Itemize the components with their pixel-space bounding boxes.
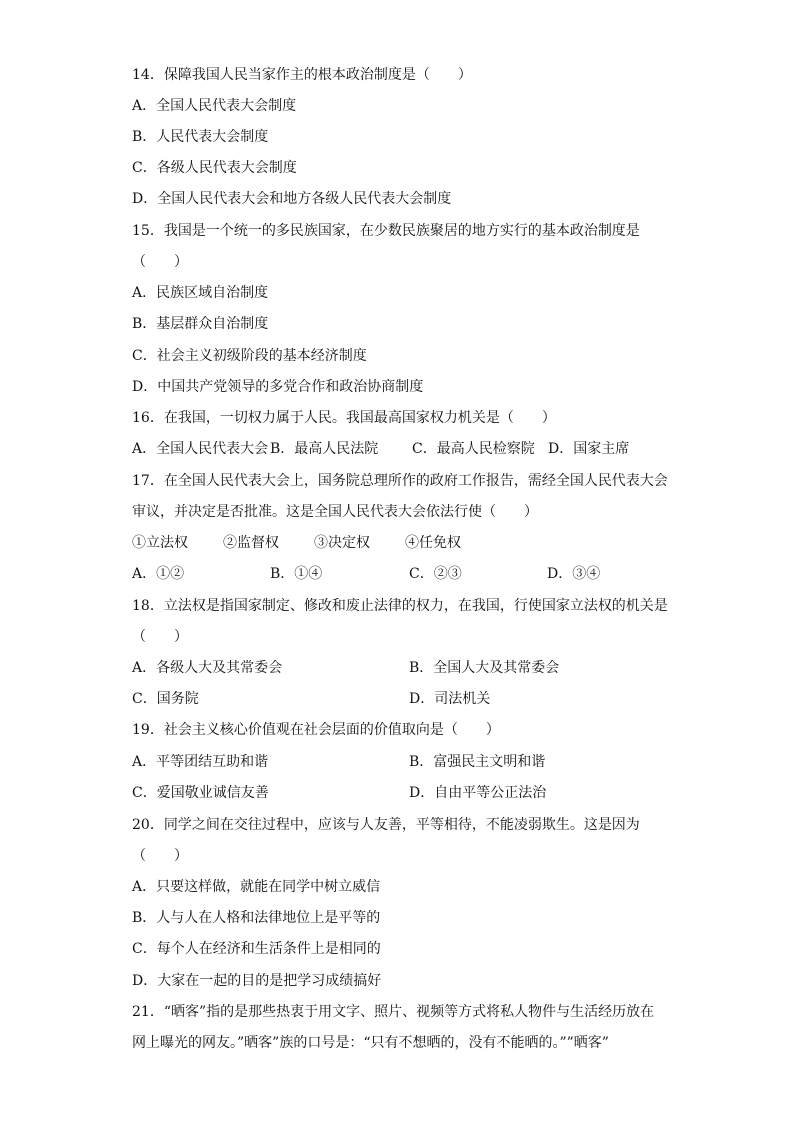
question-14-option-c: C．各级人民代表大会制度 xyxy=(132,160,297,176)
question-17-item-4: ④任免权 xyxy=(405,535,461,551)
question-19-option-c: C．爱国敬业诚信友善 xyxy=(132,785,269,801)
question-17-stem-cont: 审议，并决定是否批准。这是全国人民代表大会依法行使（ ） xyxy=(132,504,538,520)
question-17-option-a: A．①② xyxy=(132,566,185,582)
question-21-stem-cont: 网上曝光的网友。”晒客”族的口号是：“只有不想晒的，没有不能晒的。””晒客” xyxy=(132,1035,609,1051)
question-15-option-d: D．中国共产党领导的多党合作和政治协商制度 xyxy=(132,379,424,395)
question-17-stem: 17．在全国人民代表大会上，国务院总理所作的政府工作报告，需经全国人民代表大会 xyxy=(132,473,668,489)
question-17-option-c: C．②③ xyxy=(409,566,462,582)
question-14-option-d: D．全国人民代表大会和地方各级人民代表大会制度 xyxy=(132,191,452,207)
question-17-option-d: D．③④ xyxy=(547,566,601,582)
question-15-option-c: C．社会主义初级阶段的基本经济制度 xyxy=(132,348,367,364)
question-15-stem-cont: （ ） xyxy=(132,254,188,270)
question-14-option-b: B．人民代表大会制度 xyxy=(132,129,269,145)
question-20-option-d: D．大家在一起的目的是把学习成绩搞好 xyxy=(132,973,382,989)
question-19-option-d: D．自由平等公正法治 xyxy=(409,785,547,801)
question-18-stem: 18．立法权是指国家制定、修改和废止法律的权力，在我国，行使国家立法权的机关是 xyxy=(132,598,668,614)
question-17-option-b: B．①④ xyxy=(270,566,323,582)
question-16-option-c: C．最高人民检察院 xyxy=(412,441,535,457)
question-21-stem: 21．“晒客”指的是那些热衷于用文字、照片、视频等方式将私人物件与生活经历放在 xyxy=(132,1004,655,1020)
question-17-item-2: ②监督权 xyxy=(223,535,279,551)
question-20-stem: 20．同学之间在交往过程中，应该与人友善，平等相待，不能凌弱欺生。这是因为 xyxy=(132,817,640,833)
question-17-item-1: ①立法权 xyxy=(132,535,188,551)
question-19-option-a: A．平等团结互助和谐 xyxy=(132,754,269,770)
question-20-stem-cont: （ ） xyxy=(132,848,188,864)
question-18-option-a: A．各级人大及其常委会 xyxy=(132,660,283,676)
question-17-item-3: ③决定权 xyxy=(314,535,370,551)
question-14-option-a: A．全国人民代表大会制度 xyxy=(132,98,297,114)
question-20-option-c: C．每个人在经济和生活条件上是相同的 xyxy=(132,941,381,957)
question-19-stem: 19．社会主义核心价值观在社会层面的价值取向是（ ） xyxy=(132,722,500,738)
question-16-option-b: B．最高人民法院 xyxy=(270,441,379,457)
question-20-option-a: A．只要这样做，就能在同学中树立威信 xyxy=(132,879,381,895)
question-20-option-b: B．人与人在人格和法律地位上是平等的 xyxy=(132,910,381,926)
question-19-option-b: B．富强民主文明和谐 xyxy=(409,754,546,770)
question-16-option-a: A．全国人民代表大会 xyxy=(132,441,269,457)
question-16-stem: 16．在我国，一切权力属于人民。我国最高国家权力机关是（ ） xyxy=(132,410,556,426)
question-15-stem: 15．我国是一个统一的多民族国家，在少数民族聚居的地方实行的基本政治制度是 xyxy=(132,223,640,239)
question-18-stem-cont: （ ） xyxy=(132,629,188,645)
question-18-option-c: C．国务院 xyxy=(132,691,199,707)
question-18-option-b: B．全国人大及其常委会 xyxy=(409,660,560,676)
question-18-option-d: D．司法机关 xyxy=(409,691,491,707)
question-15-option-b: B．基层群众自治制度 xyxy=(132,316,269,332)
question-16-option-d: D．国家主席 xyxy=(548,441,630,457)
question-14-stem: 14．保障我国人民当家作主的根本政治制度是（ ） xyxy=(132,67,472,83)
question-15-option-a: A．民族区域自治制度 xyxy=(132,285,269,301)
